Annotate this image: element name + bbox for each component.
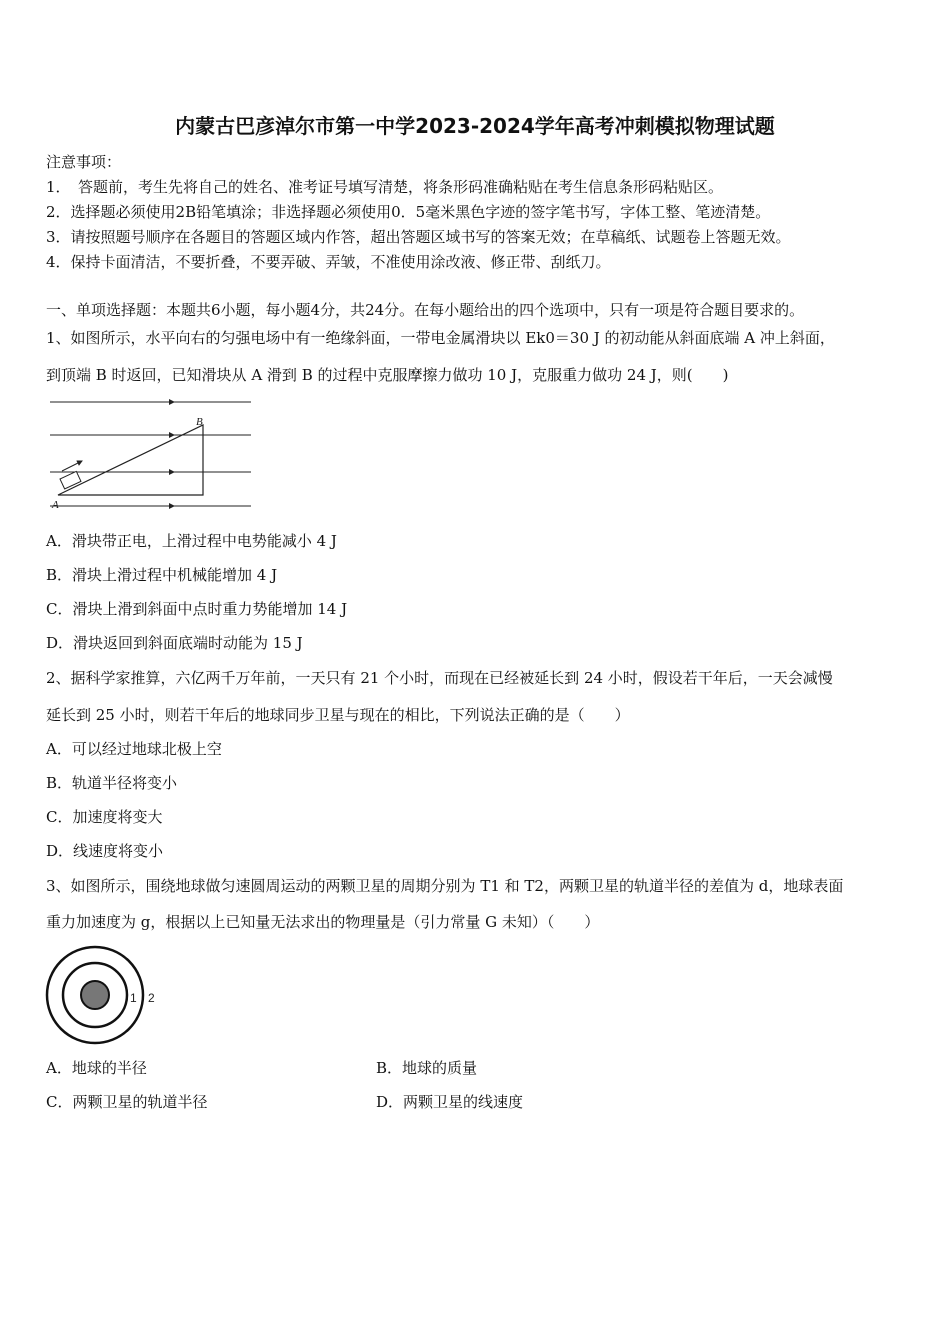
q3-option-d: D．两颗卫星的线速度 [376,1093,524,1111]
slider-block [60,471,81,489]
section-heading: 一、单项选择题：本题共6小题，每小题4分，共24分。在每小题给出的四个选项中，只有一项是符合题目要求的。 [46,301,805,319]
q3-stem-line2: 重力加速度为 g，根据以上已知量无法求出的物理量是（引力常量 G 未知）（ ） [46,913,600,931]
q3-option-c: C．两颗卫星的轨道半径 [46,1093,208,1111]
orbit-2-label: 2 [148,991,155,1005]
notice-heading: 注意事项： [46,153,122,171]
q2-option-b: B．轨道半径将变小 [46,774,178,792]
point-a-label: A [52,499,59,511]
notice-item-4: 4．保持卡面清洁，不要折叠，不要弄破、弄皱，不准使用涂改液、修正带、刮纸刀。 [46,253,611,271]
notice-item-1: 1． 答题前，考生先将自己的姓名、准考证号填写清楚，将条形码准确粘贴在考生信息条形码粘贴区。 [46,178,724,196]
point-b-label: B [196,416,203,428]
q3-stem-line1: 3、如图所示，围绕地球做匀速圆周运动的两颗卫星的周期分别为 T1 和 T2，两颗卫星的轨道半径的差值为 d，地球表面 [46,877,844,895]
q2-option-c: C．加速度将变大 [46,808,163,826]
q1-option-a: A．滑块带正电，上滑过程中电势能减小 4 J [46,532,337,550]
notice-item-3: 3．请按照题号顺序在各题目的答题区域内作答，超出答题区域书写的答案无效；在草稿纸、试题卷上答题无效。 [46,228,791,246]
q3-option-a: A．地球的半径 [46,1059,147,1077]
q1-stem-line1: 1、如图所示，水平向右的匀强电场中有一绝缘斜面，一带电金属滑块以 Ek0＝30 J 的初动能从斜面底端 A 冲上斜面， [46,329,835,347]
q1-stem-line2: 到顶端 B 时返回，已知滑块从 A 滑到 B 的过程中克服摩擦力做功 10 J，克服重力做功 24 J，则( ) [46,366,729,384]
earth [81,981,109,1009]
q2-option-a: A．可以经过地球北极上空 [46,740,222,758]
q2-stem-line2: 延长到 25 小时，则若干年后的地球同步卫星与现在的相比，下列说法正确的是（ ） [46,706,630,724]
q1-incline-figure [46,395,256,513]
page-title: 内蒙古巴彦淖尔市第一中学2023-2024学年高考冲刺模拟物理试题 [175,114,775,138]
q2-option-d: D．线速度将变小 [46,842,164,860]
q2-stem-line1: 2、据科学家推算，六亿两千万年前，一天只有 21 个小时，而现在已经被延长到 24 小时，假设若干年后，一天会减慢 [46,669,833,687]
q3-orbit-figure [42,945,172,1045]
notice-item-2: 2．选择题必须使用2B铅笔填涂；非选择题必须使用0．5毫米黑色字迹的签字笔书写，字体工整、笔迹清楚。 [46,203,771,221]
velocity-arrow [62,461,82,471]
q1-option-b: B．滑块上滑过程中机械能增加 4 J [46,566,278,584]
q3-option-b: B．地球的质量 [376,1059,478,1077]
orbit-1-label: 1 [130,991,137,1005]
q1-option-c: C．滑块上滑到斜面中点时重力势能增加 14 J [46,600,348,618]
q1-option-d: D．滑块返回到斜面底端时动能为 15 J [46,634,303,652]
